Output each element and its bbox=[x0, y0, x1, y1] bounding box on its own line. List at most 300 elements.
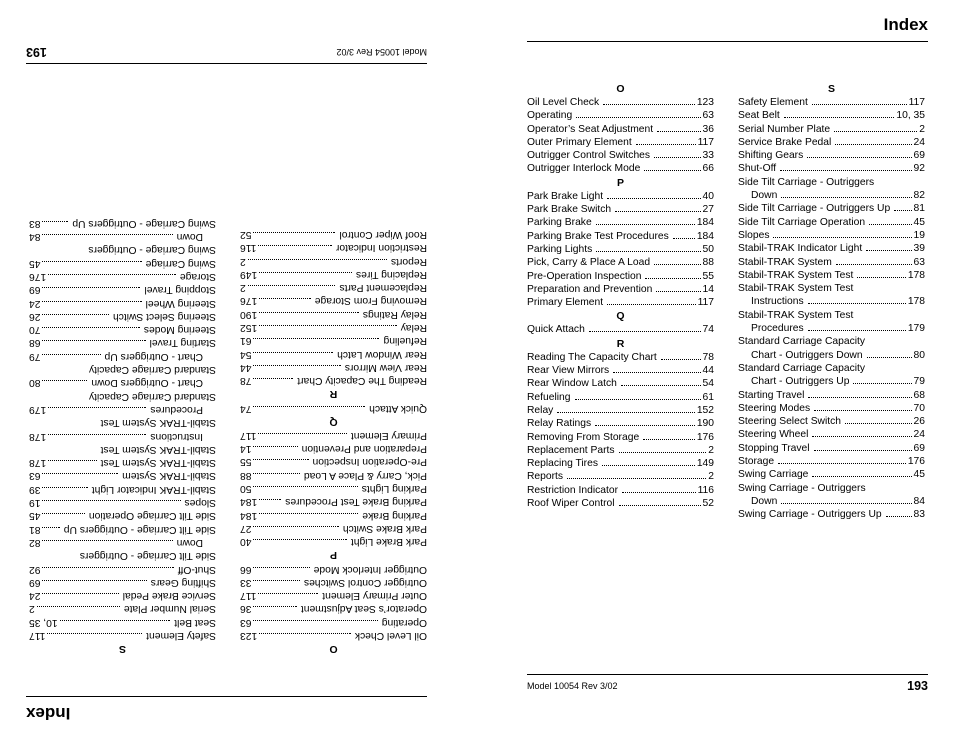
index-entry[interactable] bbox=[240, 268, 427, 281]
index-entry-page[interactable]: 152 bbox=[696, 404, 714, 416]
index-entry[interactable] bbox=[527, 470, 714, 483]
index-entry-page[interactable]: 36 bbox=[240, 603, 252, 615]
index-entry-term: Slopes bbox=[738, 229, 770, 241]
index-entry-term: Relay bbox=[527, 404, 554, 416]
index-entry-term: Service Brake Pedal bbox=[738, 136, 832, 148]
index-entry-page[interactable]: 190 bbox=[696, 418, 714, 430]
index-entry[interactable] bbox=[29, 349, 216, 362]
index-entry[interactable] bbox=[738, 389, 925, 402]
index-entry[interactable] bbox=[240, 629, 427, 642]
index-entry-page[interactable]: 184 bbox=[240, 496, 258, 508]
dot-leader bbox=[613, 372, 700, 373]
index-entry[interactable] bbox=[738, 96, 925, 109]
index-entry[interactable] bbox=[240, 576, 427, 589]
index-entry[interactable] bbox=[29, 589, 216, 602]
index-entry[interactable] bbox=[29, 602, 216, 615]
index-entry-page[interactable]: 45 bbox=[29, 257, 41, 269]
index-entry-term: Swing Carriage - Outriggers bbox=[738, 482, 866, 494]
index-entry-term: Outrigger Interlock Mode bbox=[527, 163, 641, 175]
index-column-right bbox=[738, 82, 925, 522]
index-entry[interactable] bbox=[240, 361, 427, 374]
index-entry[interactable] bbox=[527, 149, 714, 162]
index-entry[interactable] bbox=[738, 242, 925, 255]
index-page bbox=[477, 0, 954, 738]
index-entry-page[interactable]: 178 bbox=[907, 269, 925, 281]
dot-leader bbox=[814, 410, 911, 411]
index-entry-page[interactable]: 78 bbox=[240, 375, 252, 387]
index-entry-page[interactable]: 117 bbox=[908, 97, 925, 108]
index-entry-term: Serial Number Plate bbox=[123, 603, 216, 615]
index-entry[interactable] bbox=[738, 495, 925, 508]
index-entry-page[interactable]: 69 bbox=[913, 442, 925, 454]
index-entry-page[interactable]: 2 bbox=[919, 123, 925, 135]
index-entry[interactable] bbox=[738, 375, 925, 388]
index-entry[interactable] bbox=[240, 374, 427, 387]
index-entry[interactable] bbox=[738, 202, 925, 215]
dot-leader bbox=[603, 104, 695, 105]
index-entry-page[interactable]: 61 bbox=[240, 335, 252, 347]
dot-leader bbox=[248, 259, 387, 260]
index-entry-page[interactable]: 82 bbox=[29, 536, 41, 548]
index-entry[interactable] bbox=[29, 403, 216, 416]
index-entry-page[interactable]: 176 bbox=[907, 456, 925, 468]
index-entry[interactable] bbox=[738, 442, 925, 455]
index-entry bbox=[29, 389, 216, 402]
index-entry-page[interactable]: 2 bbox=[240, 255, 246, 267]
index-entry-page[interactable]: 50 bbox=[702, 243, 714, 255]
index-entry-page[interactable]: 24 bbox=[913, 136, 925, 148]
index-entry[interactable] bbox=[240, 562, 427, 575]
index-entry-page[interactable]: 63 bbox=[913, 256, 925, 268]
index-entry[interactable] bbox=[527, 444, 714, 457]
index-entry[interactable] bbox=[738, 415, 925, 428]
index-entry-page[interactable]: 84 bbox=[913, 495, 925, 507]
index-entry-page[interactable]: 24 bbox=[913, 429, 925, 441]
index-entry-term: Down bbox=[751, 190, 778, 202]
index-entry[interactable] bbox=[29, 429, 216, 442]
index-entry[interactable] bbox=[240, 334, 427, 347]
index-entry[interactable] bbox=[240, 429, 427, 442]
index-entry-page[interactable]: 66 bbox=[240, 563, 252, 575]
index-entry-term: Rear View Mirrors bbox=[344, 361, 427, 373]
index-entry-page[interactable]: 116 bbox=[697, 484, 714, 496]
index-entry-term: Instructions bbox=[751, 296, 804, 308]
index-entry[interactable] bbox=[29, 456, 216, 469]
index-entry-page[interactable]: 70 bbox=[913, 402, 925, 414]
index-entry-page[interactable]: 63 bbox=[240, 616, 252, 628]
index-entry-page[interactable]: 40 bbox=[240, 536, 252, 548]
index-entry[interactable] bbox=[29, 629, 216, 642]
index-entry-term: Storage bbox=[738, 456, 775, 468]
index-entry-term: Stabil-TRAK System bbox=[738, 256, 832, 268]
index-entry-page[interactable]: 117 bbox=[697, 297, 714, 309]
index-entry-page[interactable]: 52 bbox=[240, 228, 252, 240]
index-entry-page[interactable]: 68 bbox=[913, 389, 925, 401]
index-entry[interactable] bbox=[527, 256, 714, 269]
index-entry bbox=[738, 482, 925, 495]
index-entry-page[interactable]: 184 bbox=[696, 217, 714, 229]
index-entry[interactable] bbox=[29, 576, 216, 589]
index-entry-page[interactable]: 2 bbox=[708, 444, 714, 456]
index-entry[interactable] bbox=[29, 482, 216, 495]
dot-leader bbox=[47, 633, 142, 634]
index-entry-page[interactable]: 176 bbox=[240, 295, 258, 307]
index-entry-page[interactable]: 123 bbox=[696, 97, 714, 108]
index-entry-page[interactable]: 81 bbox=[913, 203, 925, 215]
index-entry[interactable] bbox=[527, 162, 714, 175]
index-entry-page[interactable]: 44 bbox=[240, 361, 252, 373]
index-entry-term: Removing From Storage bbox=[527, 431, 640, 443]
index-entry[interactable] bbox=[738, 136, 925, 149]
index-entry[interactable] bbox=[240, 602, 427, 615]
index-entry[interactable] bbox=[527, 109, 714, 122]
index-entry[interactable] bbox=[29, 310, 216, 323]
index-entry[interactable] bbox=[240, 281, 427, 294]
index-entry[interactable] bbox=[29, 376, 216, 389]
index-entry-page[interactable]: 24 bbox=[29, 590, 41, 602]
index-entry-term: Stabil-TRAK Indicator Light bbox=[91, 483, 216, 495]
index-entry-page[interactable]: 63 bbox=[702, 110, 714, 122]
index-entry-page[interactable]: 52 bbox=[702, 498, 714, 510]
index-entry-page[interactable]: 66 bbox=[702, 163, 714, 175]
index-entry-term: Relay Ratings bbox=[527, 418, 592, 430]
index-entry-page[interactable]: 83 bbox=[913, 509, 925, 521]
index-entry-term: Outer Primary Element bbox=[527, 136, 632, 148]
index-entry-page[interactable]: 176 bbox=[696, 431, 714, 443]
index-entry[interactable] bbox=[240, 254, 427, 267]
page-title: Index bbox=[26, 704, 71, 723]
index-entry[interactable] bbox=[738, 269, 925, 282]
dot-leader bbox=[567, 478, 706, 479]
index-entry[interactable] bbox=[29, 217, 216, 230]
index-entry-page[interactable]: 55 bbox=[240, 456, 252, 468]
index-entry-page[interactable]: 69 bbox=[29, 576, 41, 588]
index-entry-page[interactable]: 40 bbox=[702, 190, 714, 202]
index-entry[interactable] bbox=[738, 189, 925, 202]
dot-leader bbox=[253, 378, 293, 379]
index-entry-page[interactable]: 26 bbox=[29, 310, 41, 322]
index-entry-term: Slopes bbox=[184, 497, 216, 509]
index-entry[interactable] bbox=[29, 496, 216, 509]
index-entry[interactable] bbox=[527, 96, 714, 109]
index-entry-page[interactable]: 116 bbox=[240, 242, 257, 254]
index-entry-page[interactable]: 61 bbox=[702, 391, 714, 403]
dot-leader bbox=[834, 131, 917, 132]
index-entry-term: Operator’s Seat Adjustment bbox=[300, 603, 427, 615]
index-entry[interactable] bbox=[240, 321, 427, 334]
index-entry[interactable] bbox=[738, 402, 925, 415]
index-entry-term: Service Brake Pedal bbox=[122, 590, 216, 602]
index-entry[interactable] bbox=[738, 508, 925, 521]
index-entry-page[interactable]: 117 bbox=[697, 136, 714, 148]
index-entry[interactable] bbox=[29, 283, 216, 296]
index-entry-page[interactable]: 36 bbox=[702, 123, 714, 135]
dot-leader bbox=[778, 463, 906, 464]
index-entry[interactable] bbox=[240, 455, 427, 468]
index-entry-term: Oil Level Check bbox=[354, 630, 427, 641]
index-entry-page[interactable]: 184 bbox=[240, 509, 258, 521]
index-entry[interactable] bbox=[240, 522, 427, 535]
index-entry-page[interactable]: 88 bbox=[240, 469, 252, 481]
dot-leader bbox=[853, 383, 911, 384]
dot-leader bbox=[654, 264, 700, 265]
index-entry[interactable] bbox=[738, 295, 925, 308]
index-entry[interactable] bbox=[738, 216, 925, 229]
index-entry[interactable] bbox=[527, 377, 714, 390]
index-entry-page[interactable]: 178 bbox=[29, 430, 47, 442]
index-entry[interactable] bbox=[240, 307, 427, 320]
index-entry[interactable] bbox=[738, 322, 925, 335]
dot-leader bbox=[42, 593, 118, 594]
index-entry-page[interactable]: 45 bbox=[913, 216, 925, 228]
dot-leader bbox=[645, 278, 700, 279]
index-entry[interactable] bbox=[738, 455, 925, 468]
index-entry[interactable] bbox=[29, 522, 216, 535]
index-entry-page[interactable]: 19 bbox=[913, 229, 925, 241]
index-entry-page[interactable]: 92 bbox=[29, 563, 41, 575]
index-entry-page[interactable]: 74 bbox=[240, 402, 252, 414]
index-entry-term: Roof Wiper Control bbox=[527, 498, 615, 510]
index-entry-term: Park Brake Light bbox=[350, 536, 427, 548]
index-entry[interactable] bbox=[527, 484, 714, 497]
index-entry bbox=[738, 362, 925, 375]
dot-leader bbox=[259, 633, 351, 634]
index-entry-page[interactable]: 84 bbox=[29, 231, 41, 243]
index-entry-page[interactable]: 92 bbox=[913, 163, 925, 175]
index-entry-term: Refueling bbox=[383, 335, 427, 347]
dot-leader bbox=[42, 513, 84, 514]
index-entry-page[interactable]: 44 bbox=[702, 365, 714, 377]
index-entry-page[interactable]: 54 bbox=[702, 378, 714, 390]
index-entry[interactable] bbox=[240, 468, 427, 481]
index-entry-page[interactable]: 55 bbox=[702, 270, 714, 282]
dot-leader bbox=[657, 131, 700, 132]
index-entry-page[interactable]: 78 bbox=[702, 351, 714, 363]
dot-leader bbox=[812, 104, 907, 105]
dot-leader bbox=[894, 210, 911, 211]
index-entry[interactable] bbox=[240, 615, 427, 628]
index-entry[interactable] bbox=[240, 294, 427, 307]
index-entry[interactable] bbox=[738, 256, 925, 269]
index-entry[interactable] bbox=[29, 230, 216, 243]
index-entry-page[interactable]: 33 bbox=[702, 150, 714, 162]
index-entry-term: Steering Select Switch bbox=[112, 310, 216, 322]
index-entry[interactable] bbox=[527, 190, 714, 203]
index-entry-page[interactable]: 80 bbox=[913, 349, 925, 361]
index-entry[interactable] bbox=[738, 468, 925, 481]
index-entry-page[interactable]: 178 bbox=[907, 296, 925, 308]
dot-leader bbox=[835, 144, 911, 145]
index-entry-page[interactable]: 63 bbox=[29, 470, 41, 482]
index-entry-term: Stabil-TRAK System bbox=[122, 470, 216, 482]
index-entry[interactable] bbox=[29, 562, 216, 575]
index-entry-page[interactable]: 68 bbox=[29, 337, 41, 349]
index-entry-page[interactable]: 26 bbox=[913, 416, 925, 428]
dot-leader bbox=[780, 170, 911, 171]
index-entry[interactable] bbox=[240, 589, 427, 602]
index-entry-page[interactable]: 33 bbox=[240, 576, 252, 588]
index-entry[interactable] bbox=[527, 230, 714, 243]
title-divider bbox=[26, 696, 427, 697]
index-entry-term: Oil Level Check bbox=[527, 97, 600, 108]
index-entry[interactable] bbox=[527, 270, 714, 283]
index-entry-term: Side Tilt Carriage - Outriggers bbox=[79, 550, 216, 562]
index-entry-page[interactable]: 2 bbox=[708, 471, 714, 483]
index-entry-page[interactable]: 39 bbox=[29, 483, 41, 495]
dot-leader bbox=[576, 117, 700, 118]
index-entry[interactable] bbox=[29, 536, 216, 549]
dot-leader bbox=[866, 250, 911, 251]
index-entry[interactable] bbox=[240, 508, 427, 521]
dot-leader bbox=[248, 285, 336, 286]
dot-leader bbox=[42, 354, 100, 355]
index-entry[interactable] bbox=[527, 351, 714, 364]
dot-leader bbox=[607, 304, 695, 305]
index-entry[interactable] bbox=[527, 203, 714, 216]
index-entry[interactable] bbox=[240, 482, 427, 495]
index-entry-page[interactable]: 79 bbox=[913, 376, 925, 388]
index-entry-page[interactable]: 190 bbox=[240, 308, 258, 320]
index-entry bbox=[738, 335, 925, 348]
index-entry-term: Operating bbox=[381, 616, 427, 628]
index-entry-page[interactable]: 178 bbox=[29, 457, 47, 469]
index-entry[interactable] bbox=[527, 283, 714, 296]
dot-leader bbox=[259, 312, 359, 313]
index-entry-page[interactable]: 74 bbox=[702, 324, 714, 336]
index-entry[interactable] bbox=[527, 136, 714, 149]
index-entry-page[interactable]: 117 bbox=[29, 630, 46, 641]
index-entry-page[interactable]: 80 bbox=[29, 377, 41, 389]
index-entry-page[interactable]: 24 bbox=[29, 297, 41, 309]
index-entry-page[interactable]: 184 bbox=[696, 230, 714, 242]
index-entry[interactable] bbox=[29, 469, 216, 482]
index-entry[interactable] bbox=[29, 270, 216, 283]
dot-leader bbox=[259, 298, 311, 299]
index-entry-term: Stabil-TRAK System Test bbox=[738, 309, 854, 321]
index-entry-page[interactable]: 54 bbox=[240, 348, 252, 360]
index-entry[interactable] bbox=[738, 109, 925, 122]
index-entry[interactable] bbox=[527, 417, 714, 430]
index-entry-page[interactable]: 39 bbox=[913, 243, 925, 255]
index-entry-term: Chart - Outriggers Down bbox=[751, 349, 863, 361]
index-entry[interactable] bbox=[527, 243, 714, 256]
index-entry-page[interactable]: 70 bbox=[29, 324, 41, 336]
index-entry[interactable] bbox=[240, 347, 427, 360]
index-entry-page[interactable]: 27 bbox=[240, 522, 252, 534]
index-entry[interactable] bbox=[527, 457, 714, 470]
index-entry[interactable] bbox=[29, 256, 216, 269]
index-entry[interactable] bbox=[29, 323, 216, 336]
dot-leader bbox=[619, 452, 707, 453]
index-entry[interactable] bbox=[527, 123, 714, 136]
index-entry[interactable] bbox=[527, 216, 714, 229]
index-entry-term: Starting Travel bbox=[738, 389, 805, 401]
index-entry-term: Shifting Gears bbox=[150, 576, 216, 588]
index-entry-page[interactable]: 117 bbox=[240, 429, 257, 441]
index-entry-page[interactable]: 19 bbox=[29, 497, 41, 509]
index-entry-term: Quick Attach bbox=[527, 324, 585, 336]
index-entry-term: Stabil-TRAK System Test bbox=[100, 457, 216, 469]
index-entry[interactable] bbox=[240, 442, 427, 455]
index-entry-term: Rear Window Latch bbox=[527, 378, 617, 390]
dot-leader bbox=[42, 234, 172, 235]
index-entry[interactable] bbox=[527, 364, 714, 377]
index-entry[interactable] bbox=[240, 495, 427, 508]
section-letter-heading: S bbox=[827, 83, 835, 95]
index-entry-page[interactable]: 149 bbox=[240, 268, 258, 280]
index-entry-page[interactable]: 152 bbox=[240, 322, 258, 334]
index-entry-page[interactable]: 10, 35 bbox=[29, 616, 58, 628]
index-entry[interactable] bbox=[240, 401, 427, 414]
index-entry[interactable] bbox=[240, 228, 427, 241]
index-entry-page[interactable]: 69 bbox=[29, 284, 41, 296]
index-entry-page[interactable]: 10, 35 bbox=[896, 110, 925, 122]
index-entry-page[interactable]: 14 bbox=[240, 443, 252, 455]
index-entry[interactable] bbox=[527, 323, 714, 336]
index-entry[interactable] bbox=[29, 296, 216, 309]
index-entry-page[interactable]: 81 bbox=[29, 523, 41, 535]
index-entry-page[interactable]: 27 bbox=[702, 204, 714, 216]
index-entry-term: Primary Element bbox=[527, 297, 604, 309]
index-entry[interactable] bbox=[738, 229, 925, 242]
index-entry[interactable] bbox=[738, 428, 925, 441]
index-entry-page[interactable]: 2 bbox=[240, 282, 246, 294]
index-entry[interactable] bbox=[527, 497, 714, 510]
index-entry[interactable] bbox=[527, 404, 714, 417]
index-entry-page[interactable]: 14 bbox=[702, 283, 714, 295]
index-entry-page[interactable]: 50 bbox=[240, 483, 252, 495]
index-entry-page[interactable]: 149 bbox=[696, 458, 714, 470]
index-entry-page[interactable]: 179 bbox=[907, 323, 925, 335]
index-entry[interactable] bbox=[738, 349, 925, 362]
index-entry[interactable] bbox=[29, 336, 216, 349]
index-entry[interactable] bbox=[527, 431, 714, 444]
index-entry[interactable] bbox=[240, 535, 427, 548]
index-entry-page[interactable]: 83 bbox=[29, 217, 41, 229]
index-entry-page[interactable]: 123 bbox=[240, 630, 258, 641]
index-entry-page[interactable]: 69 bbox=[913, 150, 925, 162]
index-entry[interactable] bbox=[240, 241, 427, 254]
dot-leader bbox=[808, 330, 906, 331]
index-entry-page[interactable]: 45 bbox=[29, 510, 41, 522]
index-column-left bbox=[527, 82, 714, 510]
index-entry-page[interactable]: 82 bbox=[913, 190, 925, 202]
index-entry[interactable] bbox=[29, 509, 216, 522]
dot-leader bbox=[253, 526, 338, 527]
index-entry-term: Down bbox=[176, 231, 203, 243]
index-entry[interactable] bbox=[29, 615, 216, 628]
index-entry-term: Chart - Outriggers Up bbox=[104, 350, 203, 362]
dot-leader bbox=[42, 380, 87, 381]
index-entry-page[interactable]: 179 bbox=[29, 403, 47, 415]
index-entry-page[interactable]: 2 bbox=[29, 603, 35, 615]
index-entry-term: Replacement Parts bbox=[339, 282, 427, 294]
index-entry-term: Replacing Tires bbox=[527, 458, 598, 470]
section-letter-heading: O bbox=[329, 643, 338, 655]
index-entry bbox=[29, 363, 216, 376]
index-entry[interactable] bbox=[527, 391, 714, 404]
index-entry-page[interactable]: 88 bbox=[702, 257, 714, 269]
index-entry[interactable] bbox=[527, 296, 714, 309]
index-entry-page[interactable]: 79 bbox=[29, 350, 41, 362]
index-entry[interactable] bbox=[738, 149, 925, 162]
index-entry-page[interactable]: 176 bbox=[29, 270, 47, 282]
index-entry-term: Reports bbox=[527, 471, 564, 483]
index-entry[interactable] bbox=[738, 123, 925, 136]
index-entry-page[interactable]: 117 bbox=[240, 590, 257, 602]
index-entry-page[interactable]: 45 bbox=[913, 469, 925, 481]
index-entry[interactable] bbox=[738, 162, 925, 175]
